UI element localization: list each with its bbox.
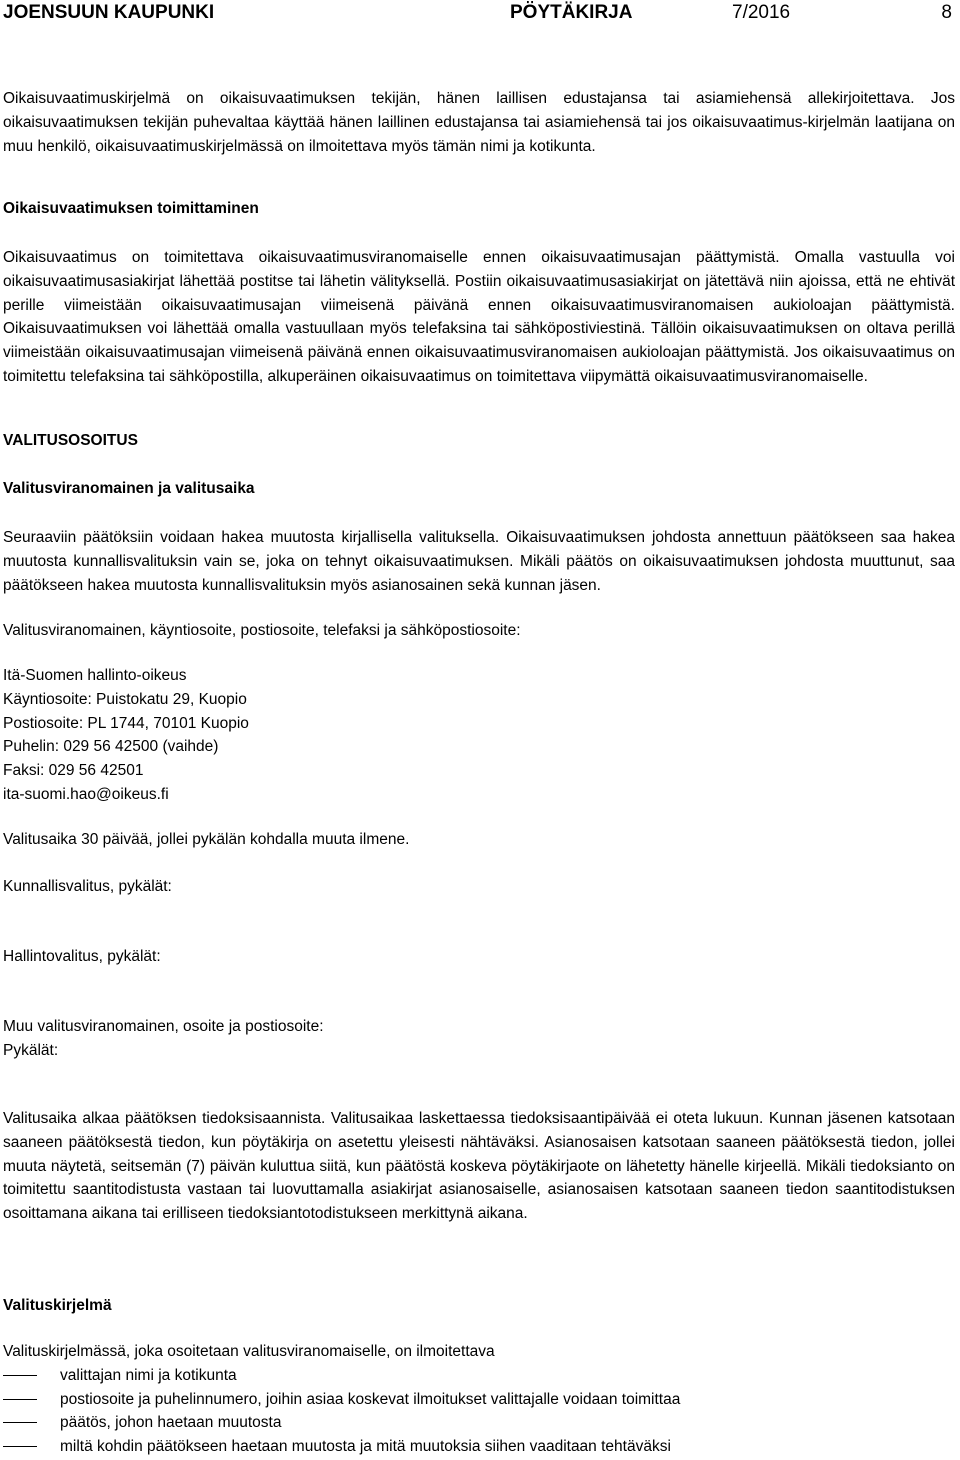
address-line-email: ita-suomi.hao@oikeus.fi bbox=[3, 785, 169, 803]
dash-bullet bbox=[3, 1422, 37, 1423]
header-page-number: 8 bbox=[941, 2, 952, 23]
address-block bbox=[3, 664, 955, 807]
address-line-visit: Käyntiosoite: Puistokatu 29, Kuopio bbox=[3, 690, 247, 708]
pykalat-label: Pykälät: bbox=[3, 1041, 59, 1059]
valitusaika-block bbox=[3, 828, 955, 852]
list-item bbox=[3, 1364, 955, 1388]
muu-viranomainen-block bbox=[3, 1015, 955, 1063]
toimittaminen-paragraph: Oikaisuvaatimus on toimitettava oikaisuvaatimusviranomaiselle ennen oikaisuvaatimusajan päättymistä. Omalla vastuulla voi oikaisuvaatimusasiakirjat lähettää postitse tai lähetin välityksellä. Postiin oikaisuvaatimusasiakirjat on jätettävä niin ajoissa, että ne ehtivät perille viimeistään oikaisuvaatimusajan viimeisenä päivänä ennen oikaisuvaatimusviranomaisen aukioloajan päättymistä. Oikaisuvaatimuksen voi lähettää omalla vastuullaan myös telefaksina tai sähköpostiviestinä. Tällöin oikaisuvaatimuksen on oltava perillä viimeistään oikaisuvaatimusajan viimeisenä päivänä ennen oikaisuvaatimusviranomaisen aukioloajan päättymistä. Jos oikaisuvaatimus on toimitettu telefaksina tai sähköpostilla, alkuperäinen oikaisuvaatimus on toimitettava viipymättä oikaisuvaatimusviranomaiselle. bbox=[3, 249, 955, 385]
page-header bbox=[0, 2, 960, 28]
address-line-court: Itä-Suomen hallinto-oikeus bbox=[3, 667, 187, 684]
valituskirjelma-intro: Valituskirjelmässä, joka osoitetaan valitusviranomaiselle, on ilmoitettava bbox=[3, 1343, 495, 1360]
address-label: Valitusviranomainen, käyntiosoite, postiosoite, telefaksi ja sähköpostiosoite: bbox=[3, 622, 521, 639]
address-line-phone: Puhelin: 029 56 42500 (vaihde) bbox=[3, 738, 219, 756]
section-heading-valitusosoitus: VALITUSOSOITUS bbox=[3, 432, 138, 449]
address-line-fax: Faksi: 029 56 42501 bbox=[3, 762, 144, 780]
valitus-paragraph-block bbox=[3, 526, 955, 597]
valitusaika-alkaa-block bbox=[3, 1107, 955, 1226]
section-heading-toimittaminen: Oikaisuvaatimuksen toimittaminen bbox=[3, 200, 259, 217]
muu-viranomainen-label: Muu valitusviranomainen, osoite ja postiosoite: bbox=[3, 1018, 324, 1035]
dash-bullet bbox=[3, 1375, 37, 1376]
list-item bbox=[3, 1388, 955, 1412]
requirements-list bbox=[3, 1364, 955, 1459]
dash-bullet bbox=[3, 1446, 37, 1447]
valitusaika-alkaa-paragraph: Valitusaika alkaa päätöksen tiedoksisaannista. Valitusaikaa laskettaessa tiedoksisaantipäivää ei oteta lukuun. Kunnan jäsenen katsotaan saaneen päätöksestä tiedon, kun pöytäkirja on asetettu yleisesti nähtäväksi. Asianosaisen katsotaan saaneen päätöksestä tiedon, jollei muuta näytetä, seitsemän (7) päivän kuluttua siitä, kun päätöstä koskeva pöytäkirjaote on lähetetty hänelle kirjeellä. Mikäli tiedoksianto on toimitettu saantitodistusta vastaan tai luovuttamalla asiakirjat asianosaiselle, asianosaisen katsotaan saaneen tiedon saantitodistuksen osoittamana aikana tai erilliseen tiedoksiantotodistukseen merkittynä aikana. bbox=[3, 1110, 955, 1223]
intro-paragraph-block bbox=[3, 87, 955, 158]
list-item bbox=[3, 1435, 955, 1459]
osoitteet-label-block bbox=[3, 619, 955, 643]
hallintovalitus-label: Hallintovalitus, pykälät: bbox=[3, 948, 161, 965]
valitusosoitus-heading-block bbox=[3, 429, 955, 453]
list-item bbox=[3, 1411, 955, 1435]
toimittaminen-heading-block bbox=[3, 197, 955, 221]
dash-bullet bbox=[3, 1399, 37, 1400]
intro-paragraph: Oikaisuvaatimuskirjelmä on oikaisuvaatimuksen tekijän, hänen laillisen edustajansa tai asiamiehensä allekirjoitettava. Jos oikaisuvaatimuksen tekijän puhevaltaa käyttää hänen laillinen edustajansa tai asiamiehensä tai jos oikaisuvaatimus-kirjelmän laatijana on muu henkilö, oikaisuvaatimuskirjelmässä on ilmoitettava myös tämän nimi ja kotikunta. bbox=[3, 90, 955, 155]
section-heading-valitusviranomainen: Valitusviranomainen ja valitusaika bbox=[3, 480, 255, 497]
valituskirjelma-block bbox=[3, 1340, 955, 1459]
header-city: JOENSUUN KAUPUNKI bbox=[3, 2, 215, 23]
valitusviranomainen-heading-block bbox=[3, 477, 955, 501]
toimittaminen-paragraph-block bbox=[3, 246, 955, 389]
kunnallisvalitus-block bbox=[3, 875, 955, 899]
list-item-text: postiosoite ja puhelinnumero, joihin asiaa koskevat ilmoitukset valittajalle voidaan toimittaa bbox=[60, 1390, 681, 1408]
list-item-text: miltä kohdin päätökseen haetaan muutosta ja mitä muutoksia siihen vaaditaan tehtäväksi bbox=[60, 1438, 671, 1456]
header-doc-number: 7/2016 bbox=[732, 2, 791, 23]
address-line-postal: Postiosoite: PL 1744, 70101 Kuopio bbox=[3, 714, 249, 732]
section-heading-valituskirjelma: Valituskirjelmä bbox=[3, 1297, 112, 1314]
valitus-paragraph: Seuraaviin päätöksiin voidaan hakea muutosta kirjallisella valituksella. Oikaisuvaatimuksen johdosta annettuun päätökseen saa hakea muutosta kunnallisvalituksin vain se, joka on tehnyt oikaisuvaatimuksen. Mikäli päätös on oikaisuvaatimuksen johdosta muuttunut, saa päätökseen hakea muutosta kunnallisvalituksin myös asianosainen sekä kunnan jäsen. bbox=[3, 529, 955, 594]
header-doc-type: PÖYTÄKIRJA bbox=[510, 2, 633, 23]
list-item-text: valittajan nimi ja kotikunta bbox=[60, 1366, 237, 1384]
valituskirjelma-heading-block bbox=[3, 1294, 955, 1318]
kunnallisvalitus-label: Kunnallisvalitus, pykälät: bbox=[3, 878, 172, 895]
list-item-text: päätös, johon haetaan muutosta bbox=[60, 1414, 282, 1432]
hallintovalitus-block bbox=[3, 945, 955, 969]
valitusaika-text: Valitusaika 30 päivää, jollei pykälän kohdalla muuta ilmene. bbox=[3, 831, 410, 848]
